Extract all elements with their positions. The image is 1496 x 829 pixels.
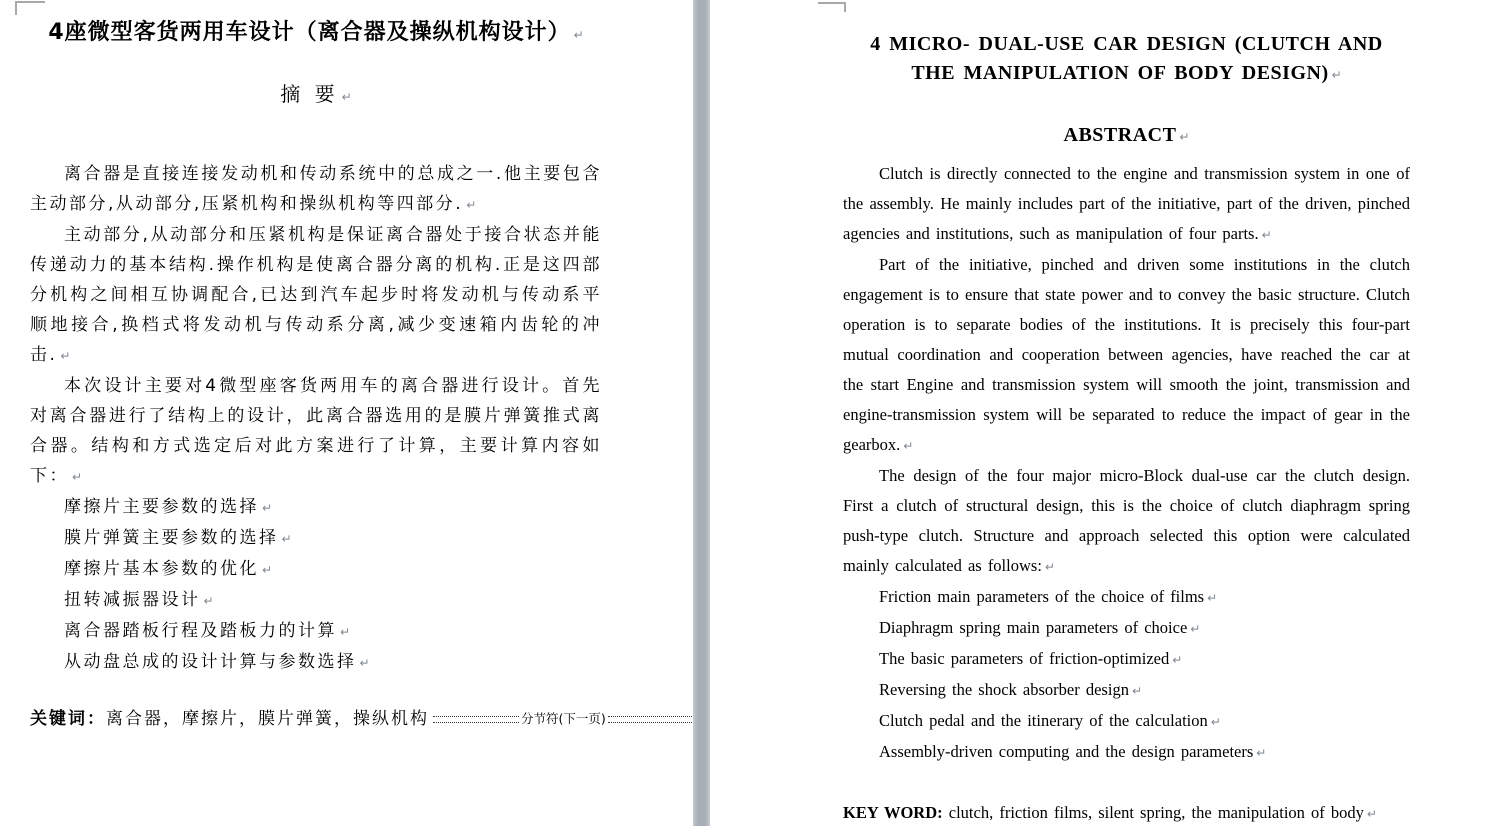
- page-gap-divider: [693, 0, 710, 826]
- section-break-label: 分节符(下一页): [521, 711, 606, 726]
- list-item-text: 离合器踏板行程及踏板力的计算: [64, 621, 337, 641]
- paragraph-mark-icon: ↵: [203, 594, 214, 608]
- abstract-heading-chinese: [30, 80, 602, 111]
- section-break-dots-icon: [608, 716, 694, 723]
- paragraph-mark-icon: ↵: [1172, 653, 1183, 667]
- paragraph-mark-icon: ↵: [262, 501, 273, 515]
- list-item-text: Reversing the shock absorber design: [879, 680, 1129, 699]
- list-item-text: Friction main parameters of the choice of films: [879, 587, 1205, 606]
- paragraph-mark-icon: ↵: [1207, 591, 1218, 605]
- paragraph-text: Part of the initiative, pinched and driven some institutions in the clutch engagement is to ensure that state power and to convey the basic structure. Clutch operation is to separate bodies of the institutions. It is precisely this four-part mutual coordination and cooperation between agencies, have reached the car at the start Engine and transmission system will smooth the joint, transmission and engine-transmission system will be separated to reduce the impact of gear in the gearbox.: [843, 255, 1410, 454]
- right-page-content: [710, 30, 1410, 829]
- paragraph-mark-icon: ↵: [1331, 68, 1342, 82]
- paragraph-mark-icon: ↵: [262, 563, 273, 577]
- list-item: [30, 554, 602, 585]
- list-item-text: Diaphragm spring main parameters of choice: [879, 618, 1188, 637]
- paragraph-mark-icon: ↵: [1210, 715, 1221, 729]
- list-item: [843, 737, 1410, 768]
- paragraph-mark-icon: ↵: [1131, 684, 1143, 698]
- title-line-1: 4 MICRO- DUAL-USE CAR DESIGN (CLUTCH AND: [870, 33, 1383, 55]
- paragraph-mark-icon: ↵: [1190, 622, 1201, 636]
- keywords-label: 关键词：: [30, 709, 106, 729]
- paragraph-mark-icon: ↵: [341, 90, 352, 104]
- text-boundary-mark-icon: [15, 1, 45, 15]
- list-item-text: 从动盘总成的设计计算与参数选择: [64, 652, 357, 672]
- paragraph-text: The design of the four major micro-Block dual-use car the clutch design. First a clutch of structural design, this is the choice of clutch diaphragm spring push-type clutch. Structure and approach selected this option were calculated mainly calculated as follows:: [843, 466, 1410, 575]
- paragraph-text: 离合器是直接连接发动机和传动系统中的总成之一.他主要包含主动部分,从动部分,压紧机构和操纵机构等四部分.: [30, 164, 602, 214]
- paragraph: [843, 250, 1410, 461]
- paragraph: [843, 159, 1410, 250]
- left-page-content: [0, 18, 606, 734]
- list-item: [30, 492, 602, 523]
- list-item: [30, 523, 602, 554]
- keywords-label: KEY WORD:: [843, 803, 943, 822]
- document-page-right: [710, 0, 1496, 826]
- list-item: [30, 616, 602, 647]
- paragraph-mark-icon: ↵: [359, 656, 370, 670]
- paragraph-mark-icon: ↵: [340, 625, 351, 639]
- abstract-heading-text: ABSTRACT: [1063, 124, 1177, 146]
- list-item-text: Clutch pedal and the itinerary of the calculation: [879, 711, 1208, 730]
- paragraph-text: 本次设计主要对4微型座客货两用车的离合器进行设计。首先对离合器进行了结构上的设计，此离合器选用的是膜片弹簧推式离合器。结构和方式选定后对此方案进行了计算，主要计算内容如下：: [30, 376, 602, 486]
- abstract-heading-text: 摘 要: [280, 82, 339, 106]
- section-break-marker: [433, 704, 694, 734]
- list-item: [843, 675, 1410, 706]
- text-boundary-mark-icon: [818, 2, 846, 12]
- paragraph: [843, 461, 1410, 582]
- section-break-dots-icon: [433, 716, 519, 723]
- keywords-line: [30, 704, 606, 734]
- paragraph-mark-icon: ↵: [573, 28, 584, 42]
- paragraph-text: Clutch is directly connected to the engine and transmission system in one of the assembly. He mainly includes part of the initiative, part of the driven, pinched agencies and institutions, such as manipulation of four parts.: [843, 164, 1410, 243]
- document-page-left: [0, 0, 693, 826]
- keywords-text: clutch, friction films, silent spring, the manipulation of body: [942, 803, 1364, 822]
- paragraph: [30, 371, 602, 492]
- title-line-2-text: THE MANIPULATION OF BODY DESIGN): [911, 62, 1329, 84]
- page-title-chinese: [30, 18, 602, 50]
- paragraph-mark-icon: ↵: [72, 470, 83, 484]
- paragraph-mark-icon: ↵: [903, 439, 914, 453]
- title-line-2: [843, 59, 1410, 90]
- list-item-text: 扭转减振器设计: [64, 590, 201, 610]
- list-item: [30, 585, 602, 616]
- keywords-text: 离合器，摩擦片，膜片弹簧，操纵机构: [106, 709, 429, 729]
- list-item: [843, 582, 1410, 613]
- list-item-text: 摩擦片主要参数的选择: [64, 497, 259, 517]
- list-item: [843, 644, 1410, 675]
- right-page-body: [843, 159, 1410, 829]
- list-item-text: 摩擦片基本参数的优化: [64, 559, 259, 579]
- paragraph-mark-icon: ↵: [466, 198, 477, 212]
- paragraph-mark-icon: ↵: [1179, 130, 1190, 144]
- paragraph-mark-icon: ↵: [60, 349, 71, 363]
- list-item-text: Assembly-driven computing and the design parameters: [879, 742, 1254, 761]
- abstract-heading-english: [843, 122, 1410, 150]
- paragraph-mark-icon: ↵: [1261, 228, 1272, 242]
- list-item-text: The basic parameters of friction-optimized: [879, 649, 1170, 668]
- keywords-line: [843, 798, 1410, 829]
- list-item: [843, 706, 1410, 737]
- list-item: [843, 613, 1410, 644]
- paragraph: [30, 159, 602, 220]
- list-item-text: 膜片弹簧主要参数的选择: [64, 528, 279, 548]
- list-item: [30, 647, 602, 678]
- left-page-body: [30, 159, 606, 734]
- page-title-english: [843, 30, 1410, 90]
- paragraph-mark-icon: ↵: [1044, 560, 1055, 574]
- paragraph-mark-icon: ↵: [281, 532, 292, 546]
- paragraph-mark-icon: ↵: [1366, 807, 1377, 821]
- paragraph: [30, 220, 602, 371]
- paragraph-text: 主动部分,从动部分和压紧机构是保证离合器处于接合状态并能传递动力的基本结构.操作机构是使离合器分离的机构.正是这四部分机构之间相互协调配合,已达到汽车起步时将发动机与传动系平顺地接合,换档式将发动机与传动系分离,减少变速箱内齿轮的冲击.: [30, 225, 602, 365]
- title-text: 4座微型客货两用车设计（离合器及操纵机构设计）: [48, 20, 571, 45]
- paragraph-mark-icon: ↵: [1256, 746, 1267, 760]
